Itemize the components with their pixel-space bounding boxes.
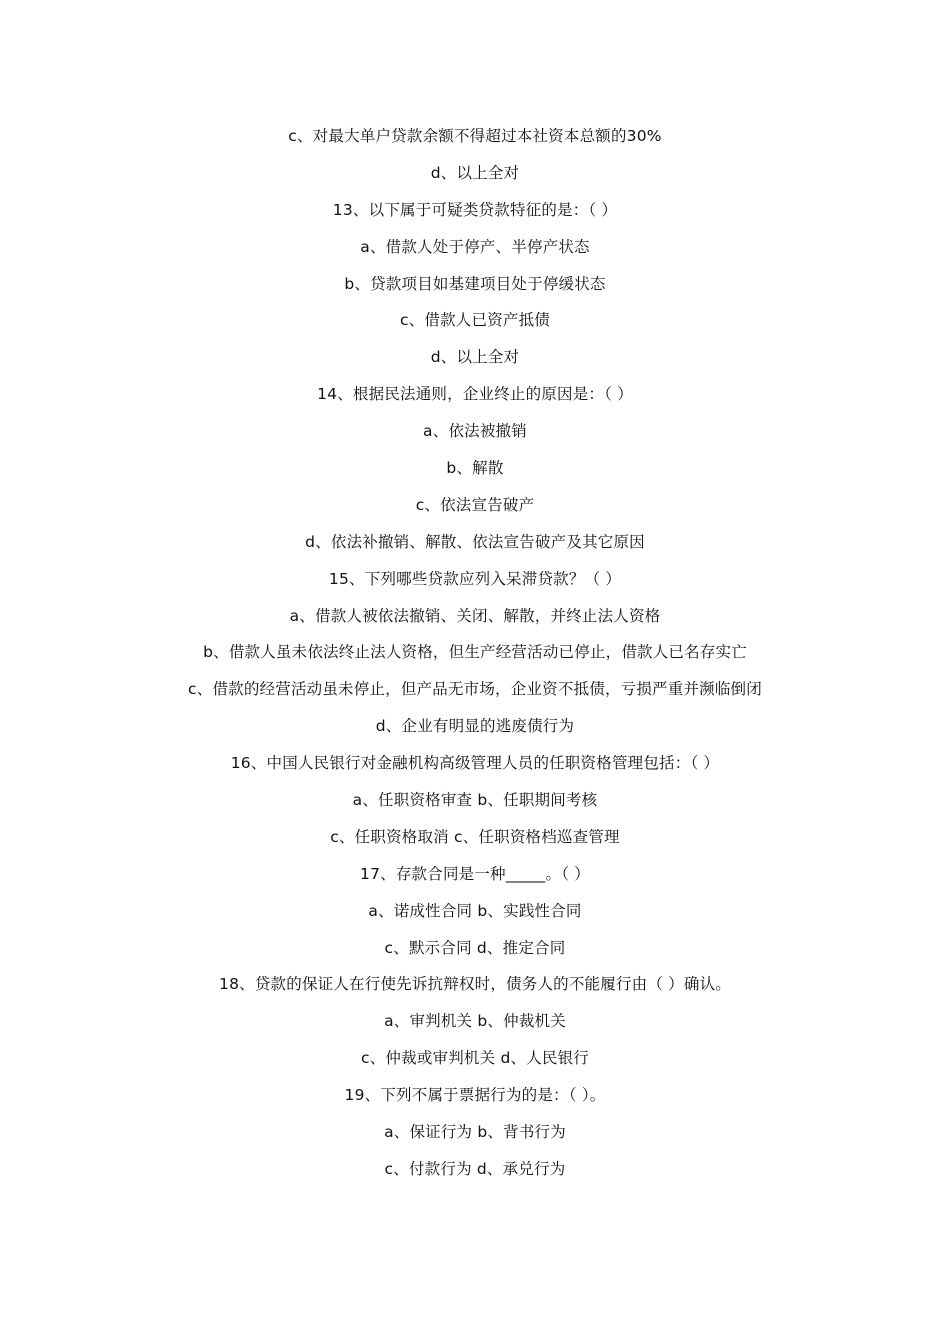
option-c-line: c、借款人已资产抵债 <box>399 311 551 330</box>
question-14: 14、根据民法通则，企业终止的原因是：（ ） <box>317 385 633 404</box>
document-page <box>0 118 950 1188</box>
option-ab-line: a、审判机关 b、仲裁机关 <box>384 1012 566 1031</box>
option-a-line: a、借款人处于停产、半停产状态 <box>360 237 590 256</box>
question-16: 16、中国人民银行对金融机构高级管理人员的任职资格管理包括：（ ） <box>230 754 720 773</box>
option-ab-line: a、保证行为 b、背书行为 <box>384 1123 566 1142</box>
option-b-line: b、贷款项目如基建项目处于停缓状态 <box>344 274 606 293</box>
option-d-line: d、以上全对 <box>430 348 520 367</box>
question-18: 18、贷款的保证人在行使先诉抗辩权时，债务人的不能履行由（ ）确认。 <box>219 975 731 994</box>
option-a-line: a、借款人被依法撤销、关闭、解散，并终止法人资格 <box>289 606 661 625</box>
option-d-line: d、企业有明显的逃废债行为 <box>375 717 575 736</box>
option-d-line: d、以上全对 <box>430 163 520 182</box>
option-c-line: c、借款的经营活动虽未停止，但产品无市场，企业资不抵债，亏损严重并濒临倒闭 <box>188 680 762 699</box>
option-d-line: d、依法补撤销、解散、依法宣告破产及其它原因 <box>305 532 645 551</box>
question-15: 15、下列哪些贷款应列入呆滞贷款？（ ） <box>328 569 622 588</box>
option-b-line: b、借款人虽未依法终止法人资格，但生产经营活动已停止，借款人已名存实亡 <box>203 643 747 662</box>
option-a-line: a、依法被撤销 <box>423 422 527 441</box>
option-c-line: c、依法宣告破产 <box>415 495 535 514</box>
option-cd-line: c、付款行为 d、承兑行为 <box>384 1159 566 1178</box>
option-ab-line: a、任职资格审查 b、任职期间考核 <box>352 791 598 810</box>
question-19: 19、下列不属于票据行为的是：（ ）。 <box>344 1086 606 1105</box>
option-c-line: c、对最大单户贷款余额不得超过本社资本总额的30% <box>288 127 662 145</box>
option-ab-line: a、诺成性合同 b、实践性合同 <box>368 901 582 920</box>
option-cd-line: c、仲裁或审判机关 d、人民银行 <box>361 1049 589 1068</box>
option-b-line: b、解散 <box>446 459 504 478</box>
question-17: 17、存款合同是一种_____。（ ） <box>360 864 590 883</box>
question-13: 13、以下属于可疑类贷款特征的是：（ ） <box>332 200 618 219</box>
option-cd-line: c、默示合同 d、推定合同 <box>384 938 566 957</box>
option-cc-line: c、任职资格取消 c、任职资格档巡查管理 <box>330 827 620 846</box>
